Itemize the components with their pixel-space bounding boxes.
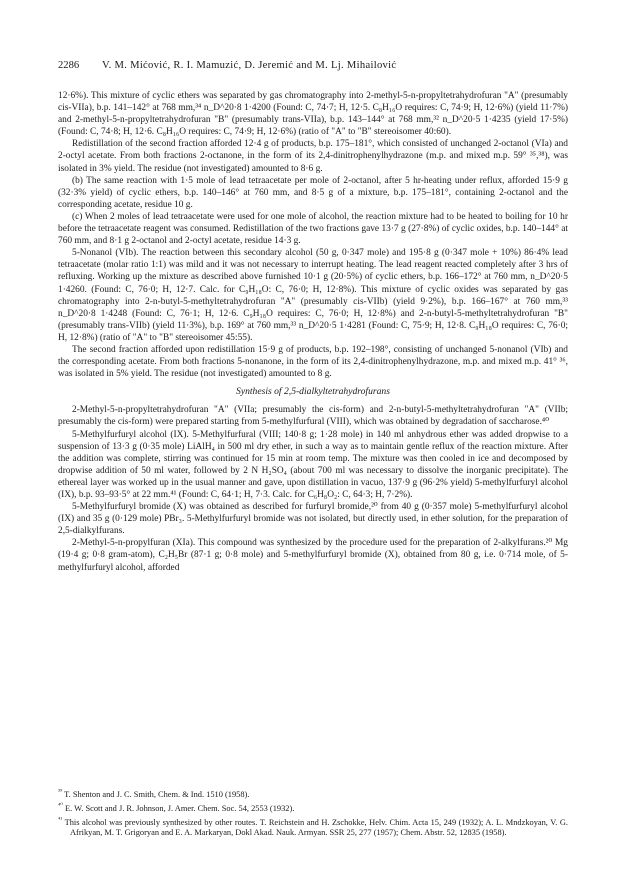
paragraph: Redistillation of the second fraction afforded 12·4 g of products, b.p. 175–181°, which consisted of unchanged 2-octanol (VIa) and 2-octyl acetate. From both fractions 2-octanone, in the form of its 2,4-dinitrophenylhydrazone (m.p. and mixed m.p. 59° ³⁵,³⁸), was isolated in 3% yield. The residue (not investigated) amounted to 8·6 g. <box>58 139 568 174</box>
footnote-mark: ⁴⁰ <box>58 801 63 809</box>
footnote-text: E. W. Scott and J. R. Johnson, J. Amer. Chem. Soc. 54, 2553 (1932). <box>64 803 295 813</box>
paragraph: (b) The same reaction with 1·5 mole of lead tetraacetate per mole of 2-octanol, after 5 hr-heating under reflux, afforded 15·9 g (32·3% yield) of cyclic ethers, b.p. 140–146° at 760 mm, and 8·5 g of a mixture, b.p. 175–181°, containing 2-octanol and the corresponding acetate, residue 10 g. <box>58 175 568 210</box>
footnote-mark: ⁴¹ <box>58 815 63 823</box>
footnote <box>58 800 568 814</box>
footnote-text: T. Shenton and J. C. Smith, Chem. & Ind. 1510 (1958). <box>64 789 250 799</box>
paragraph: The second fraction afforded upon redistillation 15·9 g of products, b.p. 192–198°, consisting of unchanged 5-nonanol (VIb) and the corresponding acetate. From both fractions 5-nonanone, in the form of its 2,4-dinitrophenylhydrazone, m.p. and mixed m.p. 41° ³⁶, was isolated in 5% yield. The residue (not investigated) amounted to 8 g. <box>58 344 568 380</box>
section-heading: Synthesis of 2,5-dialkyltetrahydrofurans <box>236 386 390 398</box>
footnote-mark: ³⁹ <box>58 788 63 795</box>
footnote-text: This alcohol was previously synthesized by other routes. T. Reichstein and H. Zschokke, Helv. Chim. Acta 15, 249 (1932); A. L. Mndzkoyan, V. G. Afrikyan, M. T. Grigoryan and E. A. Markaryan, Dokl Akad. Nauk. Armyan. SSR 25, 277 (1957); Chem. Abstr. 52, 12835 (1958). <box>64 817 568 838</box>
paragraph: 2-Methyl-5-n-propylfuran (XIa). This compound was synthesized by the procedure used for the preparation of 2-alkylfurans.²⁰ Mg (19·4 g; 0·8 gram-atom), C₂H₅Br (87·1 g; 0·8 mole) and 5-methylfurfuryl bromide (X), obtained from 80 g, i.e. 0·714 mole, of 5-methylfurfuryl alcohol, afforded <box>58 538 568 573</box>
paragraph: 5-Methylfurfuryl bromide (X) was obtained as described for furfuryl bromide,²⁰ from 40 g (0·357 mole) 5-methylfurfuryl alcohol (IX) and 35 g (0·129 mole) PBr₃. 5-Methylfurfuryl bromide was not isolated, but directly used, in ether solution, for the preparation of 2,5-dialkylfurans. <box>58 502 568 537</box>
running-authors: V. M. Mićović, R. I. Mamuzić, D. Jeremić and M. Lj. Mihailović <box>102 60 397 71</box>
article-body <box>58 90 568 574</box>
running-header <box>58 60 568 76</box>
paragraph: 12·6%). This mixture of cyclic ethers was separated by gas chromatography into 2-methyl-5-n-propyltetrahydrofuran "A" (presumably cis-VIIa), b.p. 141–142° at 768 mm,³⁴ n_D^20·8 1·4200 (Found: C, 74·7; H, 12·5. C₈H₁₆O requires: C, 74·9; H, 12·6%) (yield 11·7%) and 2-methyl-5-n-propyltetrahydrofuran "B" (presumably trans-VIIa), b.p. 143–144° at 768 mm,³² n_D^20·5 1·4235 (yield 17·5%) (Found: C, 74·8; H, 12·6. C₈H₁₆O requires: C, 74·9; H, 12·6%) (ratio of "A" to "B" stereoisomer 40:60). <box>58 91 568 138</box>
footnote <box>58 786 568 800</box>
footnote <box>58 814 568 839</box>
paragraph: 5-Methylfurfuryl alcohol (IX). 5-Methylfurfural (VIII; 140·8 g; 1·28 mole) in 140 ml anhydrous ether was added dropwise to a suspension of 13·3 g (0·35 mole) LiAlH₄ in 500 ml dry ether, in such a way as to maintain gentle reflux of the reaction mixture. After the addition was complete, stirring was continued for 15 min at room temp. The mixture was then cooled in ice and decomposed by dropwise addition of 50 ml water, followed by 2 N H₂SO₄ (about 700 ml was necessary to dissolve the inorganic precipitate). The ethereal layer was worked up in the usual manner and gave, upon distillation in vacuo, 137·9 g (96·2% yield) 5-methylfurfuryl alcohol (IX), b.p. 93–93·5° at 22 mm.⁴¹ (Found: C, 64·1; H, 7·3. Calc. for C₆H₈O₂: C, 64·3; H, 7·2%). <box>58 429 568 500</box>
paragraph: 2-Methyl-5-n-propyltetrahydrofuran "A" (VIIa; presumably the cis-form) and 2-n-butyl-5-methyltetrahydrofuran "A" (VIIb; presumably the cis-form) were prepared starting from 5-methylfurfural (VIII), which was obtained by degradation of saccharose.⁴⁰ <box>58 405 568 428</box>
footnotes <box>58 786 568 838</box>
paragraph: 5-Nonanol (VIb). The reaction between this secondary alcohol (50 g, 0·347 mole) and 195·8 g (0·347 mole + 10%) 86·4% lead tetraacetate (molar ratio 1:1) was mild and it was not necessary to interrupt heating. The lead reagent reacted completely after 3 hrs of refluxing. Working up the mixture as described above furnished 10·1 g (20·5%) of cyclic ethers, b.p. 166–172° at 760 mm, n_D^20·5 1·4260. (Found: C, 76·0; H, 12·7. Calc. for C₉H₁₈O: C, 76·0; H, 12·8%). This mixture of cyclic oxides was separated by gas chromatography into 2-n-butyl-5-methyltetrahydrofuran "A" (presumably cis-VIIb) (yield 9·2%), b.p. 166–167° at 760 mm,³³ n_D^20·8 1·4248 (Found: C, 76·1; H, 12·6. C₉H₁₈O requires: C, 76·0; H, 12·8%) and 2-n-butyl-5-methyltetrahydrofuran "B" (presumably trans-VIIb) (yield 11·3%), b.p. 169° at 760 mm,³³ n_D^20·5 1·4281 (Found: C, 75·9; H, 12·8. C₉H₁₈O requires: C, 76·0; H, 12·8%) (ratio of "A" to "B" stereoisomer 45:55). <box>58 248 568 343</box>
page-number: 2286 <box>58 60 80 71</box>
paragraph: (c) When 2 moles of lead tetraacetate were used for one mole of alcohol, the reaction mixture had to be heated to boiling for 10 hr before the tetraacetate reagent was consumed. Redistillation of the two fractions gave 13·7 g (27·8%) of cyclic oxides, b.p. 140–144° at 760 mm, and 8·1 g 2-octanol and 2-octyl acetate, residue 14·3 g. <box>58 211 568 247</box>
